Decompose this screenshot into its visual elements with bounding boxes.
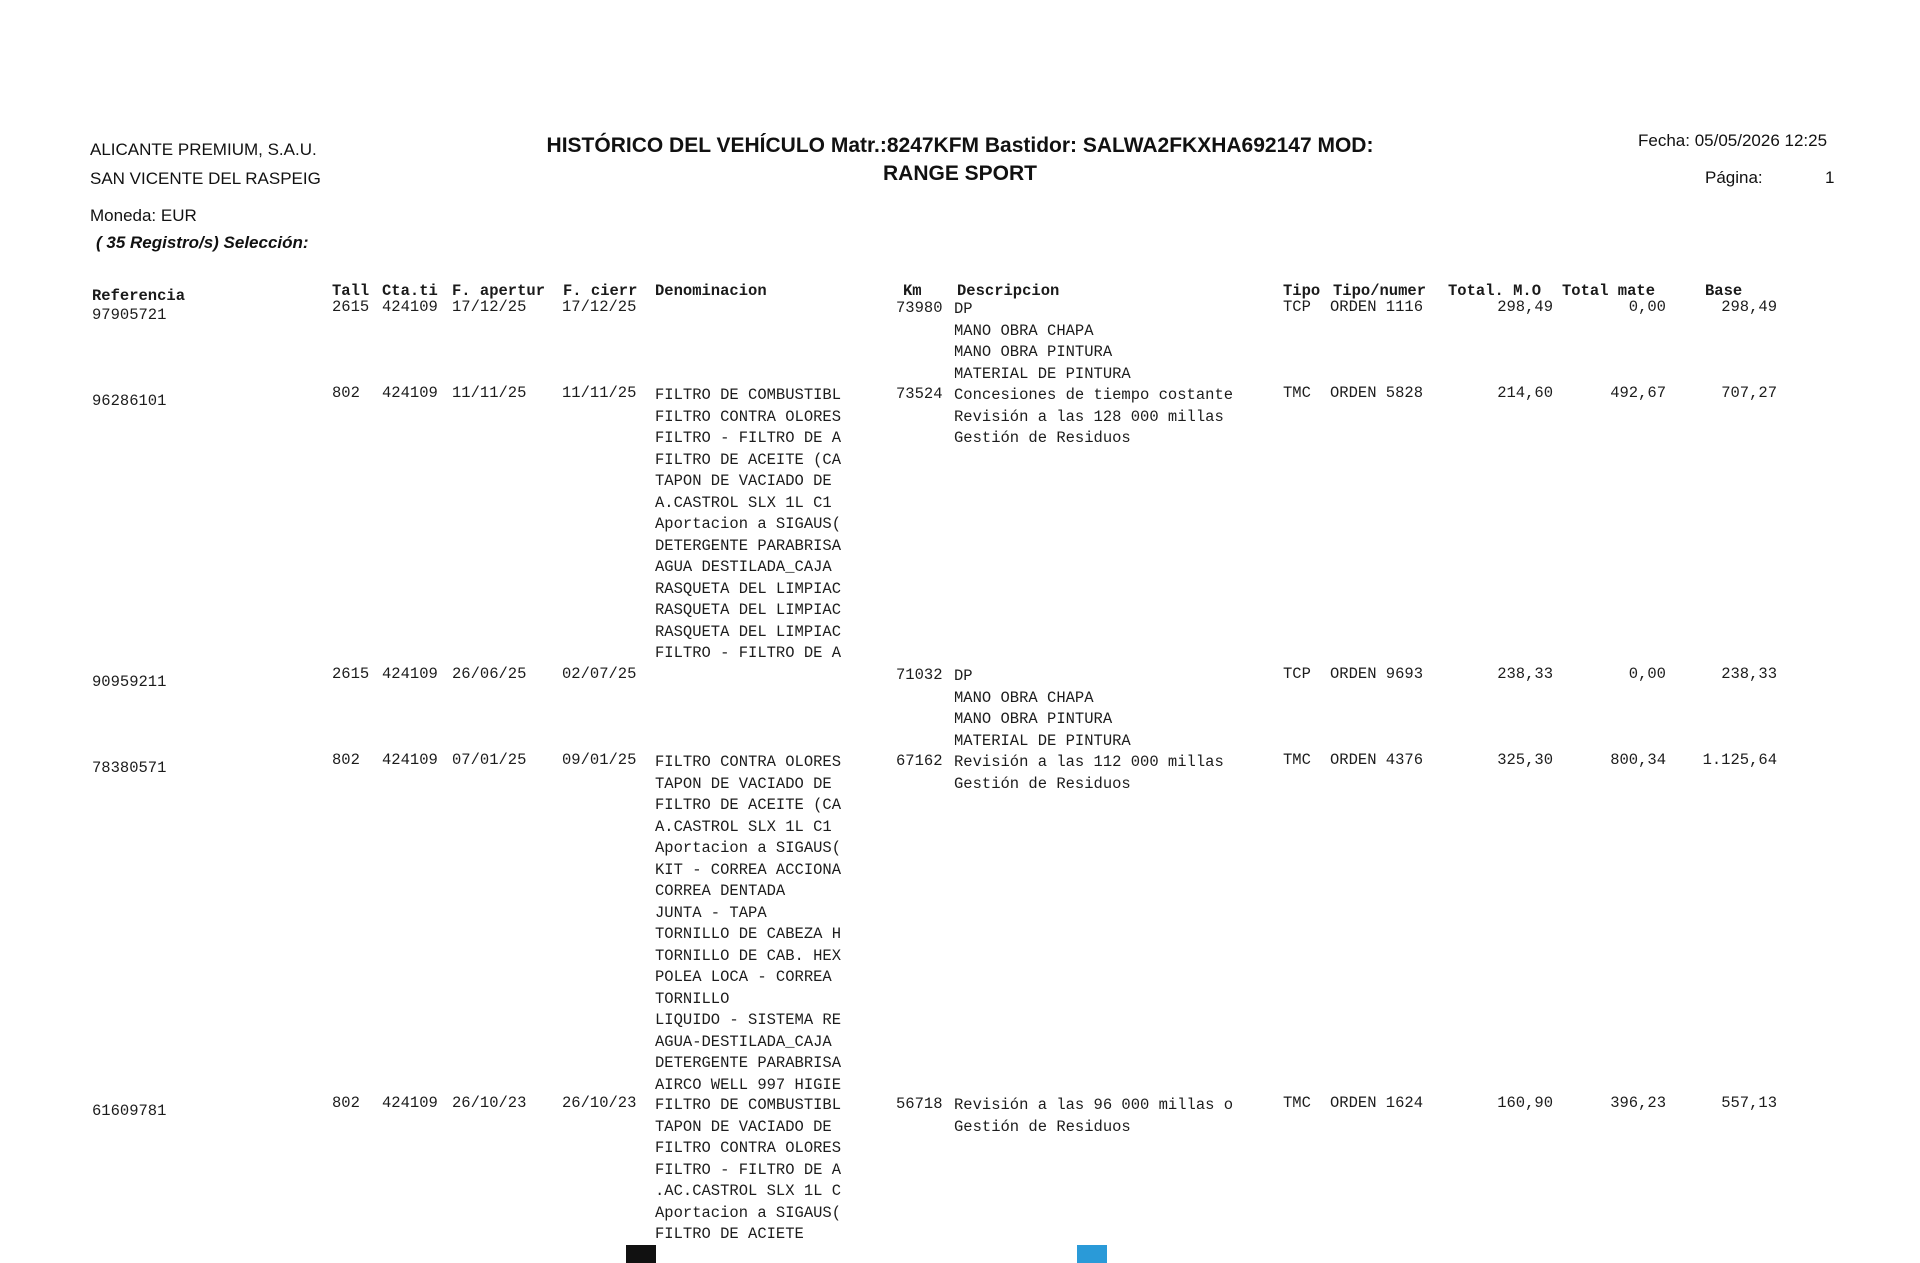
- col-km: Km: [903, 282, 922, 300]
- record-descripcion-line: MANO OBRA CHAPA: [954, 321, 1094, 340]
- record-descripcion-line: Gestión de Residuos: [954, 1117, 1131, 1136]
- page-number: 1: [1825, 168, 1835, 187]
- record-descripcion: [954, 666, 1131, 752]
- record-denominacion-line: FILTRO DE ACEITE (CA: [655, 796, 842, 814]
- record-denominacion-line: FILTRO CONTRA OLORES: [655, 753, 842, 771]
- record-descripcion-line: MATERIAL DE PINTURA: [954, 731, 1131, 750]
- record-referencia: 96286101: [92, 392, 167, 410]
- record-denominacion-line: TAPON DE VACIADO DE: [655, 774, 832, 793]
- record-denominacion: [655, 752, 841, 1096]
- record-descripcion-line: MANO OBRA PINTURA: [954, 343, 1113, 361]
- record-referencia: 90959211: [92, 673, 167, 691]
- record-denominacion-line: JUNTA - TAPA: [655, 903, 767, 922]
- record-descripcion-line: DP: [954, 667, 973, 685]
- report-date: Fecha: 05/05/2026 12:25: [1638, 131, 1828, 150]
- record-descripcion-line: Revisión a las 128 000 millas: [954, 407, 1224, 426]
- scan-marker-blue: [1077, 1245, 1107, 1263]
- record-tipo: TCP: [1283, 298, 1311, 316]
- record-denominacion-line: RASQUETA DEL LIMPIAC: [655, 579, 842, 598]
- report-title: HISTÓRICO DEL VEHÍCULO Matr.:8247KFM Bastidor: SALWA2FKXHA692147 MOD:: [546, 134, 1374, 157]
- record-denominacion-line: A.CASTROL SLX 1L C1: [655, 817, 832, 836]
- record-f-cierre: 17/12/25: [562, 298, 637, 316]
- record-f-apertura: 26/06/25: [452, 665, 527, 683]
- record-denominacion-line: Aportacion a SIGAUS(: [655, 1203, 842, 1222]
- record-base: 298,49: [1721, 298, 1777, 316]
- record-descripcion-line: MATERIAL DE PINTURA: [954, 364, 1131, 383]
- record-tall: 802: [332, 751, 360, 769]
- record-descripcion-line: Gestión de Residuos: [954, 774, 1131, 793]
- col-cta: Cta.ti: [382, 282, 438, 300]
- record-tall: 2615: [332, 665, 370, 683]
- col-denominacion: Denominacion: [655, 282, 767, 300]
- record-descripcion: [954, 752, 1224, 795]
- record-tipo: TMC: [1283, 1094, 1311, 1112]
- record-f-cierre: 11/11/25: [562, 384, 637, 402]
- record-total-mate: 0,00: [1628, 665, 1666, 683]
- record-denominacion-line: TORNILLO DE CAB. HEX: [655, 946, 842, 965]
- record-descripcion-line: Gestión de Residuos: [954, 429, 1131, 447]
- record-denominacion-line: KIT - CORREA ACCIONA: [655, 860, 842, 879]
- record-denominacion-line: DETERGENTE PARABRISA: [655, 1054, 842, 1072]
- record-f-cierre: 09/01/25: [562, 751, 637, 769]
- record-denominacion-line: AGUA-DESTILADA_CAJA: [655, 1032, 832, 1051]
- record-tipo-numero: ORDEN 4376: [1330, 751, 1424, 769]
- record-km: 73980: [896, 299, 943, 317]
- record-denominacion-line: .AC.CASTROL SLX 1L C: [655, 1182, 842, 1200]
- col-tipo-numero: Tipo/numer: [1333, 282, 1427, 300]
- record-referencia: 61609781: [92, 1102, 167, 1120]
- col-f-cierre: F. cierr: [563, 282, 638, 300]
- record-tipo: TMC: [1283, 751, 1311, 769]
- record-descripcion-line: Revisión a las 112 000 millas: [954, 753, 1224, 771]
- record-total-mate: 396,23: [1610, 1094, 1666, 1112]
- record-cta: 424109: [382, 1094, 438, 1112]
- record-tipo-numero: ORDEN 5828: [1330, 384, 1424, 402]
- record-km: 71032: [896, 666, 943, 684]
- record-tipo-numero: ORDEN 9693: [1330, 665, 1424, 683]
- record-cta: 424109: [382, 384, 438, 402]
- page-label: Página:: [1705, 168, 1763, 187]
- report-subtitle: RANGE SPORT: [882, 162, 1037, 185]
- record-base: 1.125,64: [1702, 751, 1777, 769]
- record-descripcion: [954, 299, 1131, 385]
- col-total-mate: Total mate: [1562, 282, 1656, 300]
- record-denominacion-line: FILTRO - FILTRO DE A: [655, 644, 842, 662]
- record-km: 56718: [896, 1095, 943, 1113]
- record-denominacion-line: LIQUIDO - SISTEMA RE: [655, 1011, 842, 1029]
- col-referencia: Referencia: [92, 287, 186, 305]
- record-tipo-numero: ORDEN 1116: [1330, 298, 1424, 316]
- record-count: ( 35 Registro/s) Selección:: [96, 233, 309, 252]
- record-denominacion: [655, 385, 841, 665]
- record-cta: 424109: [382, 665, 438, 683]
- record-denominacion-line: TAPON DE VACIADO DE: [655, 1117, 832, 1136]
- record-total-mate: 492,67: [1610, 384, 1666, 402]
- record-tipo: TMC: [1283, 384, 1311, 402]
- record-denominacion-line: RASQUETA DEL LIMPIAC: [655, 622, 842, 641]
- record-referencia: 78380571: [92, 759, 167, 777]
- company-name: ALICANTE PREMIUM, S.A.U.: [90, 140, 317, 159]
- record-total-mo: 298,49: [1497, 298, 1553, 316]
- company-city: SAN VICENTE DEL RASPEIG: [90, 169, 321, 188]
- record-denominacion-line: FILTRO CONTRA OLORES: [655, 407, 842, 426]
- record-denominacion-line: FILTRO DE COMBUSTIBL: [655, 386, 842, 404]
- record-km: 67162: [896, 752, 943, 770]
- record-denominacion-line: FILTRO - FILTRO DE A: [655, 1160, 842, 1179]
- record-descripcion-line: MANO OBRA PINTURA: [954, 710, 1113, 728]
- record-descripcion-line: Revisión a las 96 000 millas o: [954, 1096, 1234, 1114]
- record-denominacion-line: DETERGENTE PARABRISA: [655, 536, 842, 555]
- record-base: 238,33: [1721, 665, 1777, 683]
- record-tall: 802: [332, 1094, 360, 1112]
- record-base: 557,13: [1721, 1094, 1777, 1112]
- record-f-apertura: 26/10/23: [452, 1094, 527, 1112]
- col-total-mo: Total. M.O: [1448, 282, 1542, 300]
- record-total-mo: 214,60: [1497, 384, 1553, 402]
- record-base: 707,27: [1721, 384, 1777, 402]
- record-denominacion-line: FILTRO DE ACEITE (CA: [655, 450, 842, 469]
- record-cta: 424109: [382, 751, 438, 769]
- record-descripcion-line: DP: [954, 300, 973, 318]
- record-denominacion-line: TORNILLO: [655, 989, 730, 1008]
- record-f-apertura: 11/11/25: [452, 384, 527, 402]
- record-denominacion-line: AGUA DESTILADA_CAJA: [655, 558, 832, 576]
- record-denominacion-line: Aportacion a SIGAUS(: [655, 515, 842, 533]
- record-denominacion-line: AIRCO WELL 997 HIGIE: [655, 1075, 842, 1094]
- record-denominacion: [655, 1095, 841, 1246]
- record-descripcion: [954, 385, 1233, 450]
- record-tipo-numero: ORDEN 1624: [1330, 1094, 1424, 1112]
- record-f-cierre: 02/07/25: [562, 665, 637, 683]
- record-f-apertura: 17/12/25: [452, 298, 527, 316]
- record-descripcion-line: Concesiones de tiempo costante: [954, 386, 1234, 404]
- record-denominacion-line: Aportacion a SIGAUS(: [655, 839, 842, 857]
- record-total-mate: 0,00: [1628, 298, 1666, 316]
- record-descripcion: [954, 1095, 1233, 1138]
- record-descripcion-line: MANO OBRA CHAPA: [954, 688, 1094, 707]
- record-denominacion-line: FILTRO DE COMBUSTIBL: [655, 1096, 842, 1114]
- record-denominacion-line: TORNILLO DE CABEZA H: [655, 925, 842, 943]
- scan-marker-black: [626, 1245, 656, 1263]
- record-total-mo: 325,30: [1497, 751, 1553, 769]
- record-cta: 424109: [382, 298, 438, 316]
- record-total-mate: 800,34: [1610, 751, 1666, 769]
- record-denominacion-line: FILTRO CONTRA OLORES: [655, 1139, 842, 1157]
- record-tipo: TCP: [1283, 665, 1311, 683]
- record-km: 73524: [896, 385, 943, 403]
- record-denominacion-line: POLEA LOCA - CORREA: [655, 968, 832, 986]
- record-denominacion-line: FILTRO DE ACIETE: [655, 1225, 804, 1243]
- record-denominacion-line: CORREA DENTADA: [655, 882, 786, 900]
- record-tall: 2615: [332, 298, 370, 316]
- col-base: Base: [1705, 282, 1743, 300]
- currency: Moneda: EUR: [90, 206, 197, 225]
- col-f-apertura: F. apertur: [452, 282, 546, 300]
- record-denominacion-line: FILTRO - FILTRO DE A: [655, 429, 842, 447]
- record-total-mo: 160,90: [1497, 1094, 1553, 1112]
- record-denominacion-line: A.CASTROL SLX 1L C1: [655, 493, 832, 512]
- record-referencia: 97905721: [92, 306, 167, 324]
- record-f-apertura: 07/01/25: [452, 751, 527, 769]
- col-descripcion: Descripcion: [957, 282, 1060, 300]
- record-tall: 802: [332, 384, 360, 402]
- record-total-mo: 238,33: [1497, 665, 1553, 683]
- record-denominacion-line: TAPON DE VACIADO DE: [655, 472, 832, 490]
- record-denominacion-line: RASQUETA DEL LIMPIAC: [655, 601, 842, 619]
- col-tipo: Tipo: [1283, 282, 1321, 300]
- record-f-cierre: 26/10/23: [562, 1094, 637, 1112]
- col-tall: Tall: [332, 282, 370, 300]
